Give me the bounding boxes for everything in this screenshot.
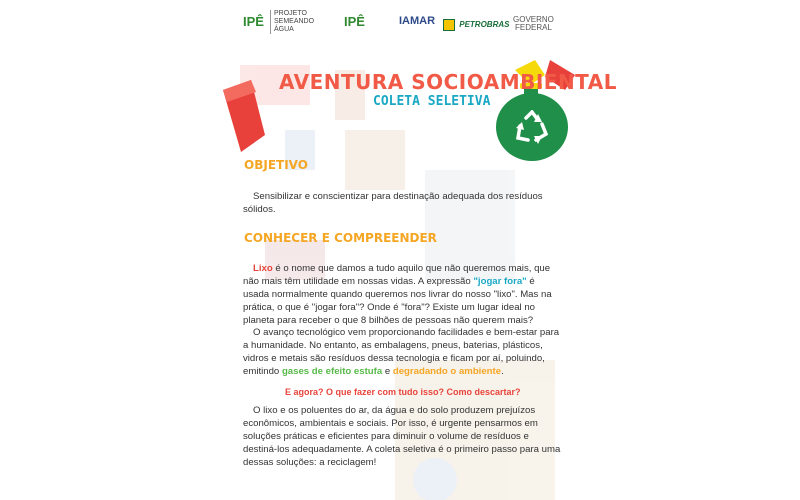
projeto-semeando-agua-text	[270, 10, 314, 34]
logo-text-line: GOVERNO	[513, 15, 554, 24]
logo-text-line: ÁGUA	[274, 26, 294, 33]
objetivo-body: Sensibilizar e conscientizar para destinação adequada dos resíduos sólidos.	[243, 191, 543, 216]
iamar-text: IAMAR	[399, 15, 436, 27]
petrobras-icon	[443, 19, 455, 31]
deco-shape	[345, 130, 405, 190]
text-span: é usada normalmente quando queremos nos livrar do nosso "lixo". Mas na prática, o que é "jogar fora"? Onde é "fora"? Existe um lugar ideal no planeta para receber o que 8 bilhões de pessoas não querem mais?	[243, 276, 552, 327]
iamar-logo	[399, 17, 435, 25]
page-subtitle: COLETA SELETIVA	[373, 94, 491, 109]
ipe-mark: IPÊ	[243, 14, 264, 29]
ipe-mark-secondary: IPÊ	[344, 14, 365, 29]
text-span: é o nome que damos a tudo aquilo que não queremos mais, que não mais têm utilidade em nossas vidas. A expressão	[243, 263, 551, 288]
highlight-lixo: Lixo	[253, 263, 273, 274]
page-title: AVENTURA SOCIOAMBIENTAL	[279, 70, 617, 94]
ipe-logo	[243, 12, 264, 32]
paragraph-tecnologia	[243, 326, 563, 378]
highlight-jogar-fora: "jogar fora"	[473, 276, 527, 288]
paragraph-lixo	[243, 262, 563, 327]
highlight-gases: gases de efeito estufa	[281, 366, 383, 378]
recycle-icon	[512, 110, 552, 146]
governo-federal-logo	[513, 16, 554, 32]
conhecer-heading: CONHECER E COMPREENDER	[244, 231, 437, 245]
question-line: E agora? O que fazer com tudo isso? Como descartar?	[285, 387, 521, 397]
objetivo-heading: OBJETIVO	[244, 158, 308, 172]
paragraph-coleta	[243, 404, 563, 469]
highlight-degradando: degradando o ambiente	[392, 366, 502, 378]
text-span: .	[501, 366, 504, 378]
text-span: O avanço tecnológico vem proporcionando facilidades e bem-estar para a humanidade. No entanto, as embalagens, pneus, baterias, plásticos, vidros e metais são resíduos dessa tecnologia e ficam por aí, poluindo, emitindo	[243, 327, 560, 378]
petrobras-text: PETROBRAS	[459, 20, 510, 30]
red-bin-icon	[221, 80, 267, 160]
text-span: O lixo e os poluentes do ar, da água e do solo produzem prejuízos econômicos, ambientais e sociais. Por isso, é urgente pensarmos em soluções práticas e eficientes para diminuir o volume de resíduos e destiná-los adequadamente. A coleta seletiva é o primeiro passo para uma dessas soluções: a reciclagem!	[243, 405, 561, 469]
logo-text-line: PROJETO	[274, 10, 307, 17]
petrobras-logo	[443, 19, 509, 31]
logo-text-line: FEDERAL	[515, 23, 552, 32]
text-span: e	[382, 366, 393, 378]
ipe-logo-secondary	[344, 12, 365, 32]
objetivo-text	[243, 190, 563, 216]
logo-text-line: SEMEANDO	[274, 18, 315, 25]
